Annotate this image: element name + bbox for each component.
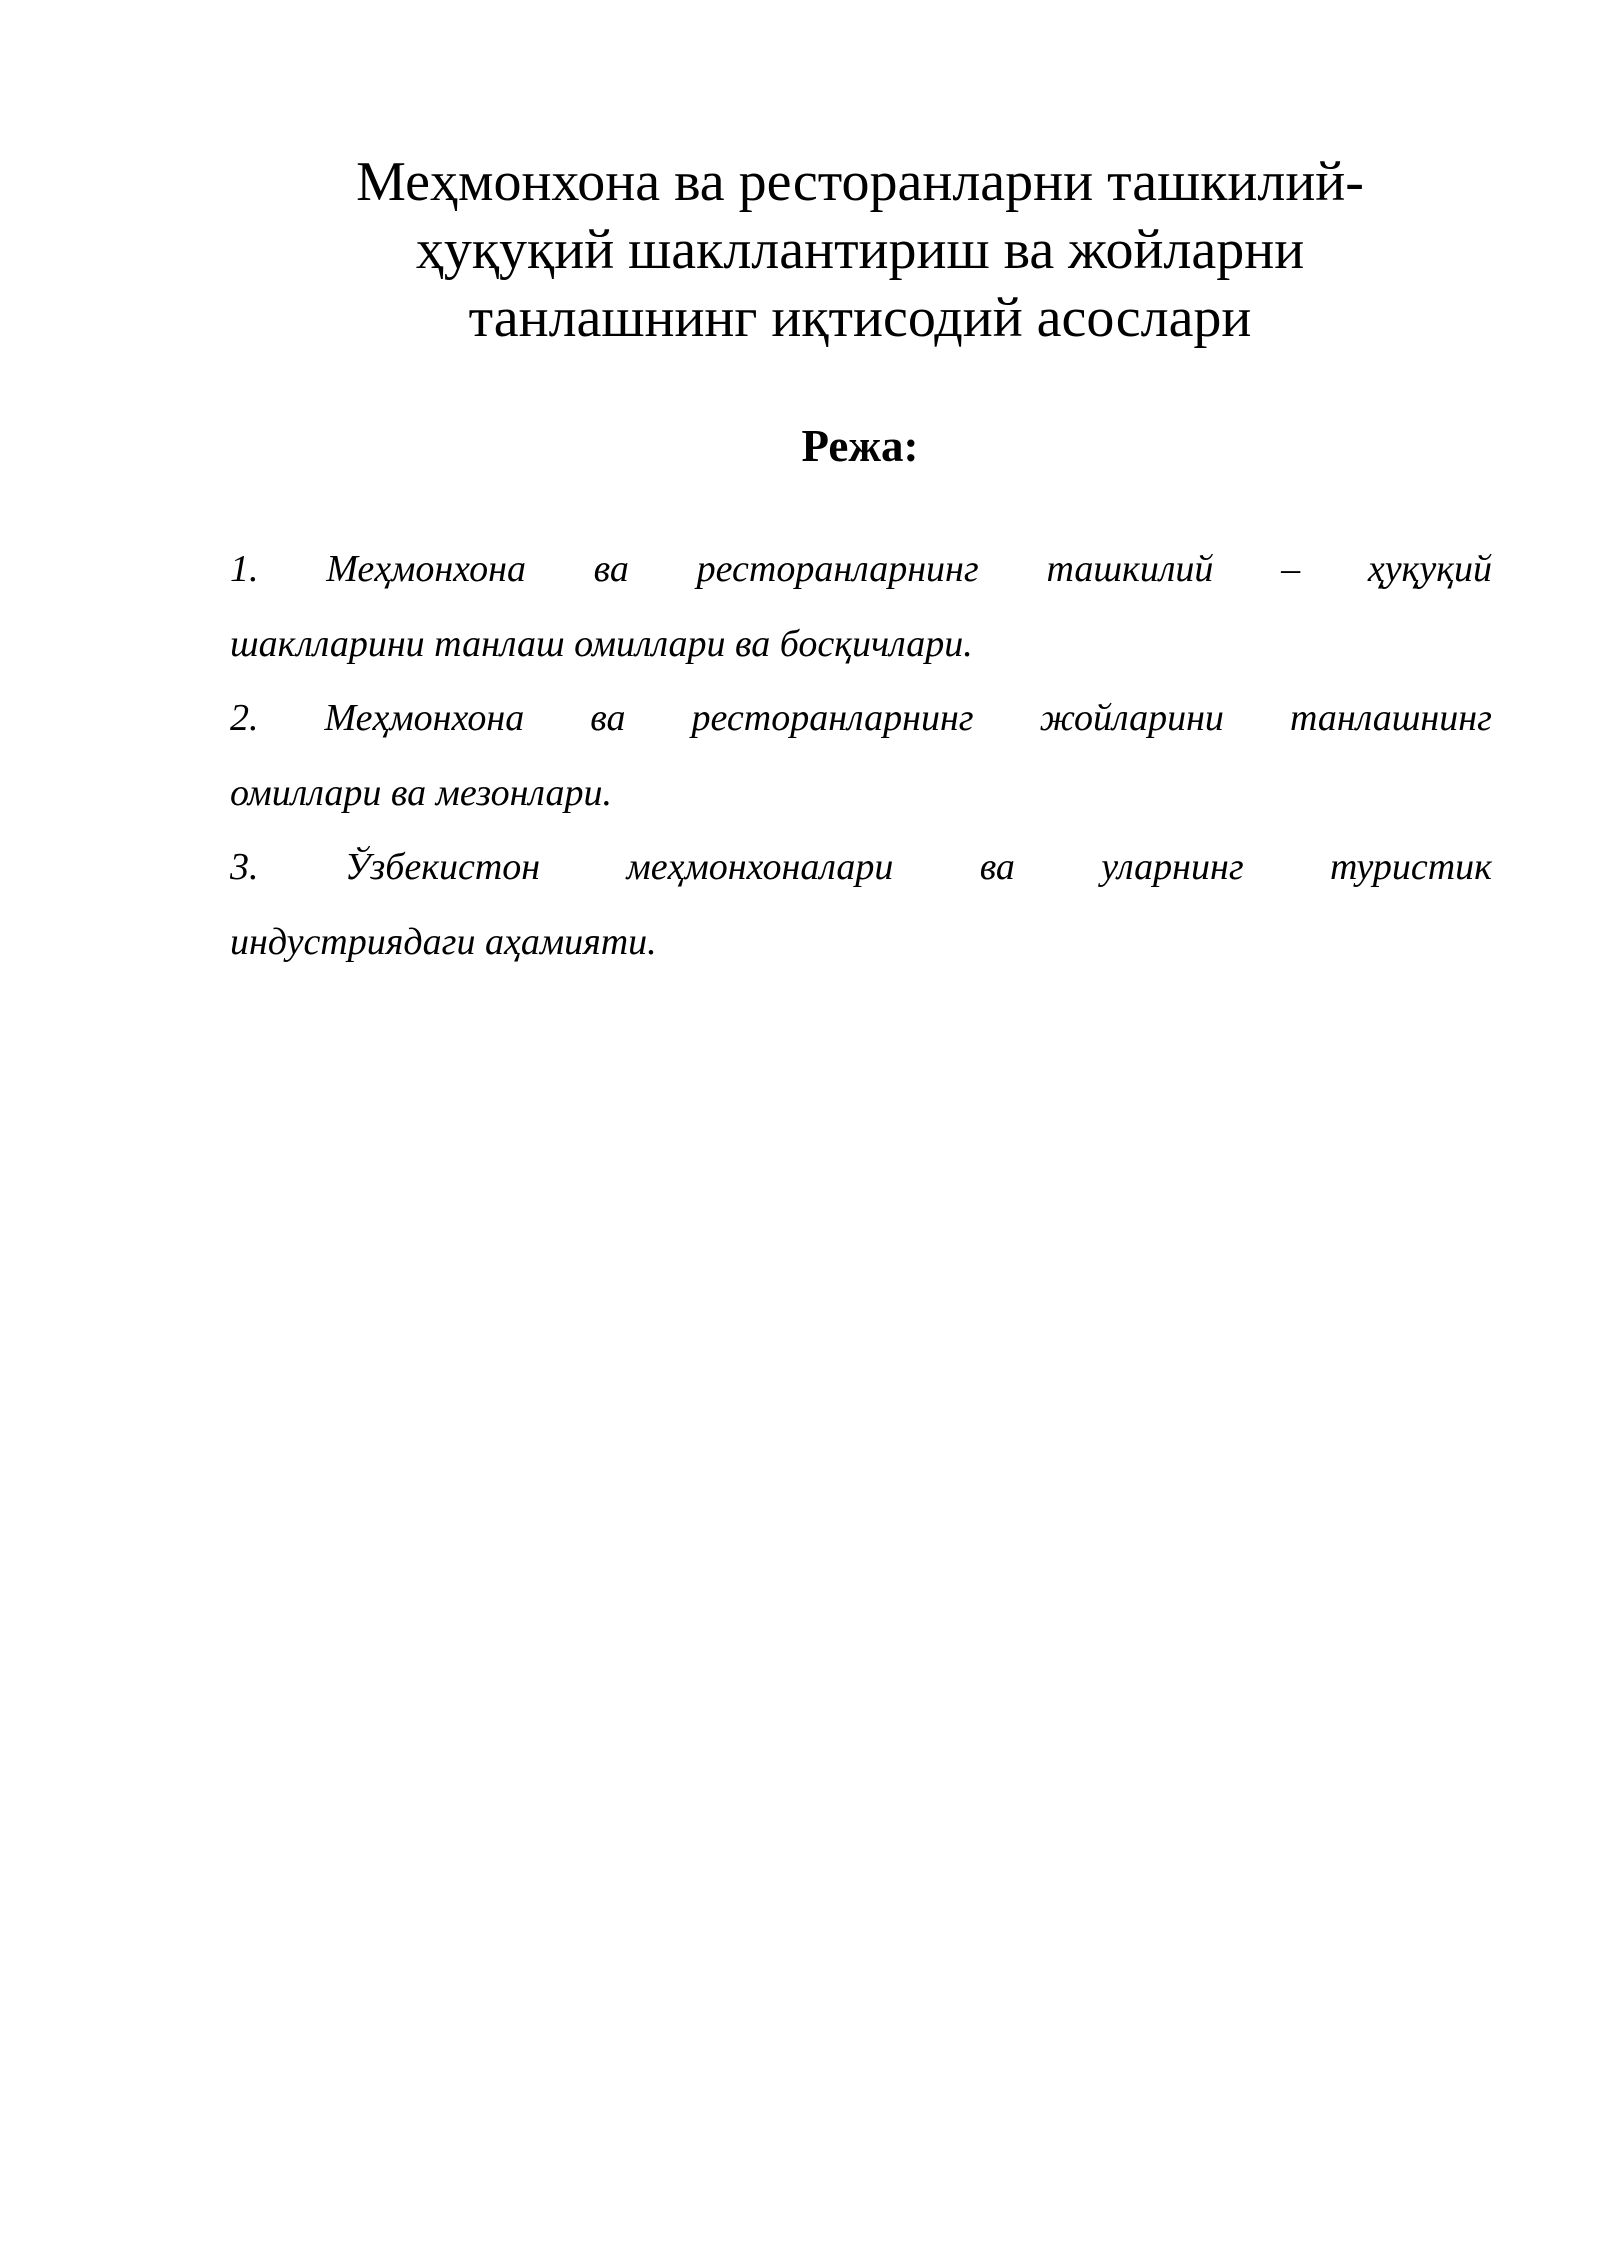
plan-item-word: танлашнинг <box>1289 697 1492 739</box>
plan-item <box>230 681 1492 830</box>
plan-item-word: ташкилий <box>1046 548 1214 590</box>
plan-item-word: ва <box>593 548 629 590</box>
plan-item-first-line <box>230 681 1492 756</box>
plan-item-word: Меҳмонхона <box>324 697 525 739</box>
plan-item-first-line <box>230 830 1492 905</box>
title-line: Меҳмонхона ва ресторанларни ташкилий- <box>356 151 1364 213</box>
title-line: ҳуқуқий шакллантириш ва жойларни <box>415 219 1305 281</box>
document-title <box>230 148 1490 352</box>
plan-item-word: меҳмонхоналари <box>626 846 894 888</box>
plan-item-word: – <box>1281 548 1301 590</box>
plan-item-word: Ўзбекистон <box>344 846 541 888</box>
plan-item-word: 3. <box>230 846 259 888</box>
plan-heading: Режа: <box>801 421 919 471</box>
plan-item-word: 1. <box>230 548 259 590</box>
plan-item-first-line <box>230 532 1492 607</box>
plan-item <box>230 532 1492 681</box>
plan-item-word: туристик <box>1330 846 1492 888</box>
plan-item-word: 2. <box>230 697 259 739</box>
plan-item-word: Меҳмонхона <box>326 548 526 590</box>
plan-item-word: ва <box>590 697 626 739</box>
plan-list <box>230 532 1492 979</box>
plan-item-word: ва <box>979 846 1015 888</box>
plan-item <box>230 830 1492 979</box>
plan-item-second-line: шаклларини танлаш омиллари ва босқичлари. <box>230 622 973 665</box>
plan-item-second-line: индустриядаги аҳамияти. <box>230 920 657 963</box>
plan-item-word: ресторанларнинг <box>696 548 979 590</box>
title-line: танлашнинг иқтисодий асослари <box>468 287 1252 349</box>
plan-item-word: ресторанларнинг <box>691 697 974 739</box>
plan-item-word: уларнинг <box>1101 846 1244 888</box>
plan-item-word: жойларини <box>1039 697 1224 739</box>
plan-item-second-line: омиллари ва мезонлари. <box>230 771 612 814</box>
plan-item-word: ҳуқуқий <box>1367 548 1492 590</box>
